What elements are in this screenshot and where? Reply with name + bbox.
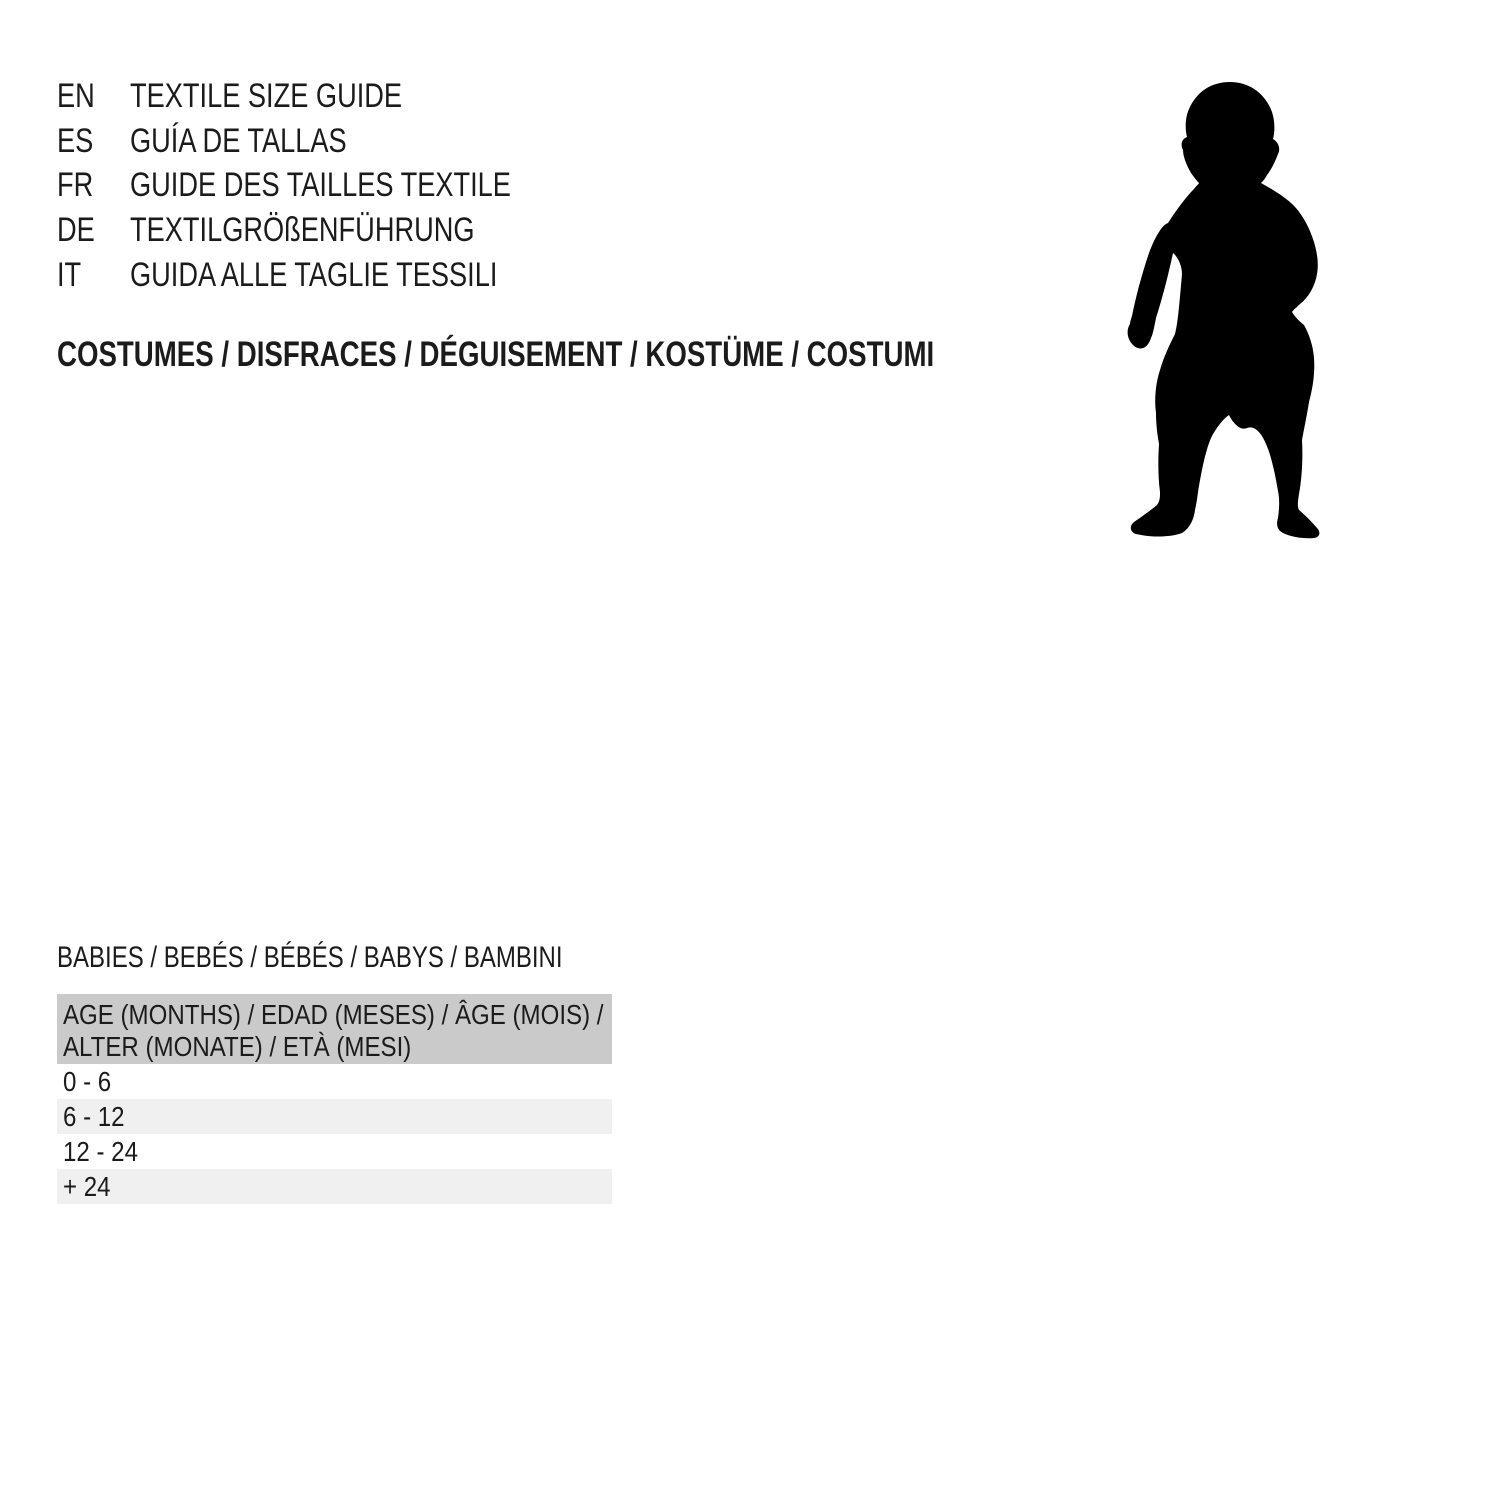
category-title xyxy=(57,334,1167,376)
language-code: DE xyxy=(57,210,95,249)
babies-age-table xyxy=(57,994,612,1204)
language-row xyxy=(57,74,606,119)
babies-section-title xyxy=(57,940,689,976)
babies-section-title-text: BABIES / BEBÉS / BÉBÉS / BABYS / BAMBINI xyxy=(57,941,563,974)
age-range-cell: 6 - 12 xyxy=(63,1100,125,1132)
category-title-text: COSTUMES / DISFRACES / DÉGUISEMENT / KOSTÜME / COSTUMI xyxy=(57,335,935,374)
table-header-line-1: AGE (MONTHS) / EDAD (MESES) / ÂGE (MOIS) / xyxy=(63,999,604,1030)
table-row xyxy=(57,1169,612,1204)
language-title: GUIDA ALLE TAGLIE TESSILI xyxy=(130,255,498,294)
language-row xyxy=(57,163,606,208)
language-title: GUÍA DE TALLAS xyxy=(130,121,347,160)
age-range-cell: 12 - 24 xyxy=(63,1135,138,1167)
language-row xyxy=(57,208,606,253)
language-row xyxy=(57,253,606,298)
language-code: IT xyxy=(57,255,82,294)
language-row xyxy=(57,119,606,164)
table-row xyxy=(57,1134,612,1169)
language-code: EN xyxy=(57,76,95,115)
language-code: ES xyxy=(57,121,94,160)
table-header-line-2: ALTER (MONATE) / ETÀ (MESI) xyxy=(63,1030,412,1062)
language-code: FR xyxy=(57,166,94,205)
baby-silhouette xyxy=(1128,82,1320,538)
language-title: TEXTILE SIZE GUIDE xyxy=(130,76,403,115)
language-title: GUIDE DES TAILLES TEXTILE xyxy=(130,166,511,205)
age-range-cell: + 24 xyxy=(63,1170,111,1202)
table-row xyxy=(57,1064,612,1099)
table-header xyxy=(57,994,612,1064)
language-title: TEXTILGRÖßENFÜHRUNG xyxy=(130,210,475,249)
language-list xyxy=(57,74,606,297)
age-range-cell: 0 - 6 xyxy=(63,1065,112,1097)
baby-silhouette-icon xyxy=(1122,82,1348,544)
table-row xyxy=(57,1099,612,1134)
